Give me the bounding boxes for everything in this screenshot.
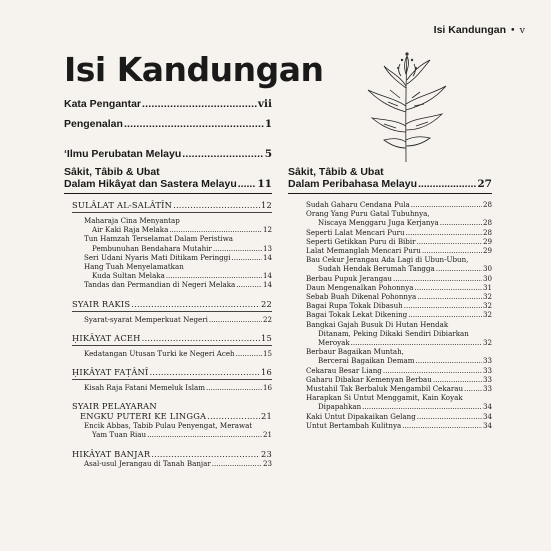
proverb-label: Niscaya Menggaru Juga Kerjanya (318, 218, 439, 228)
proverb-line: Ditanam, Peking Dikaki Sendiri Dibiarkan (318, 328, 469, 338)
sub-entry-label: Air Kaki Raja Melaka (92, 225, 169, 235)
proverb-list (288, 200, 492, 430)
leader-dots (169, 225, 262, 234)
proverb-page: 28 (482, 200, 492, 209)
proverb-entry[interactable] (288, 320, 492, 348)
proverb-entry[interactable] (288, 421, 492, 430)
proverb-entry[interactable] (288, 366, 492, 375)
leader-dots (124, 118, 264, 130)
leader-dots (440, 218, 482, 227)
proverb-page: 32 (482, 301, 492, 311)
proverb-line: Berbaur Bagaikan Muntah, (306, 347, 404, 357)
sub-entry-label: Seri Udani Nyaris Mati Ditikam Peringgi (84, 252, 231, 262)
sub-entry-label: Tandas dan Permandian di Negeri Melaka (84, 280, 236, 290)
proverb-label: Daun Mengenalkan Pohonnya (306, 282, 414, 292)
sub-entry-page: 12 (262, 225, 272, 235)
section-title: ḤIKÂYAT ACEH (72, 332, 141, 343)
running-head-page: v (519, 25, 525, 36)
leader-dots (232, 253, 262, 262)
toc-section[interactable] (64, 333, 272, 358)
left-column (64, 166, 272, 468)
leader-dots (142, 333, 260, 343)
sub-entry-label: Yam Tuan Riau (92, 430, 147, 440)
sub-entry[interactable] (64, 244, 272, 253)
leader-dots (147, 430, 262, 439)
chapter-title-line2: Dalam Peribahasa Melayu (288, 178, 417, 190)
sub-entry-page: 16 (262, 383, 272, 393)
leader-dots (464, 384, 482, 393)
leader-dots (417, 292, 482, 301)
proverb-entry[interactable] (288, 237, 492, 246)
proverb-page: 33 (482, 374, 492, 384)
leader-dots (383, 366, 482, 375)
entry-label: Kata Pengantar (64, 98, 142, 110)
proverb-entry[interactable] (288, 228, 492, 237)
chapter-title-line1: Sâkit, Tâbib & Ubat (64, 166, 160, 178)
proverb-label: Meroyak (318, 338, 350, 348)
leader-dots (131, 299, 260, 309)
sub-entry-page: 21 (262, 430, 272, 440)
leader-dots (418, 178, 476, 190)
chapter-page: 11 (257, 178, 272, 190)
proverb-page: 30 (482, 264, 492, 274)
leader-dots (236, 280, 262, 289)
proverb-page: 33 (482, 356, 492, 366)
leader-dots (404, 301, 482, 310)
leader-dots (182, 148, 263, 160)
leader-dots (411, 200, 482, 209)
section-title: SYAIR RAKIS (72, 298, 131, 309)
proverb-label: Untut Bertambah Kulitnya (306, 420, 402, 430)
toc-section[interactable] (64, 401, 272, 439)
section-title: ḤIKÂYAT FAṬÂNÎ (72, 367, 149, 378)
section-page: 21 (261, 411, 272, 422)
sub-entry-label: Kuda Sultan Melaka (92, 271, 165, 281)
leader-dots (149, 367, 260, 377)
proverb-entry[interactable] (288, 283, 492, 292)
sub-entry-line: Tun Hamzah Terselamat Dalam Peristiwa (84, 234, 233, 244)
leader-dots (151, 449, 260, 459)
proverb-page: 34 (482, 411, 492, 421)
leader-dots (408, 310, 482, 319)
leader-dots (142, 98, 257, 110)
sub-entry-label: Syarat-syarat Memperkuat Negeri (84, 314, 208, 324)
entry-label: ‘Ilmu Perubatan Melayu (64, 148, 182, 160)
running-head-title: Isi Kandungan (433, 24, 507, 36)
section-divider (72, 212, 272, 213)
entry-page: 5 (264, 148, 272, 160)
proverb-label: Bercerai Bagaikan Demam (318, 356, 415, 366)
proverb-label: Seperti Getikkan Puru di Bibir (306, 236, 416, 246)
proverb-line: Bau Cekur Jerangau Ada Lagi di Ubun-Ubun, (306, 255, 469, 265)
proverb-label: Mustahil Tak Berbaluk Mengambil Cekarau (306, 384, 464, 394)
sub-entry-line: Encik Abbas, Tabib Pulau Penyengat, Merawat (84, 421, 253, 431)
proverb-entry[interactable] (288, 384, 492, 393)
leader-dots (351, 338, 482, 347)
sub-entry[interactable] (64, 315, 272, 324)
section-page: 15 (261, 332, 272, 343)
proverb-entry[interactable] (288, 412, 492, 421)
proverb-label: Gaharu Dibakar Kemenyan Berbau (306, 374, 432, 384)
toc-entry-kata-pengantar[interactable] (64, 98, 272, 110)
leader-dots (236, 349, 262, 358)
entry-label: Pengenalan (64, 118, 123, 130)
leader-dots (417, 237, 482, 246)
chapter-page: 27 (477, 178, 492, 190)
chapter-title-line2: Dalam Hikâyat dan Sastera Melayu (64, 178, 237, 190)
sub-entry-page: 22 (262, 314, 272, 324)
leader-dots (206, 383, 262, 392)
running-head-bullet: • (510, 25, 516, 36)
proverb-line: Bangkai Gajah Busuk Di Hutan Hendak (306, 319, 449, 329)
leader-dots (402, 421, 482, 430)
leader-dots (212, 459, 262, 468)
proverb-label: Kaki Untut Dipakaikan Gelang (306, 411, 416, 421)
proverb-label: Bagai Rupa Tokak Dibasuh (306, 301, 403, 311)
leader-dots (166, 271, 262, 280)
proverb-label: Sudah Gaharu Cendana Pula (306, 200, 410, 209)
proverb-page: 28 (482, 227, 492, 237)
proverb-entry[interactable] (288, 310, 492, 319)
section-title-line1-row (64, 401, 272, 411)
sub-entry[interactable] (64, 383, 272, 392)
sub-entry[interactable] (64, 271, 272, 280)
sub-entry[interactable] (64, 280, 272, 289)
sub-entry-page: 14 (262, 252, 272, 262)
leader-dots (436, 264, 482, 273)
leader-dots (422, 246, 482, 255)
proverb-label: Dipapahkan (318, 402, 362, 412)
chapter-heading[interactable] (64, 166, 272, 190)
proverb-page: 33 (482, 365, 492, 375)
proverb-line: Orang Yang Puru Gatal Tubuhnya, (306, 209, 430, 219)
sub-entry-label: Pembunuhan Bendahara Mutahir (92, 243, 212, 253)
proverb-label: Seperti Lalat Mencari Puru (306, 227, 405, 237)
sub-entry-page: 23 (262, 458, 272, 468)
entry-page: 1 (264, 118, 272, 130)
leader-dots (416, 356, 482, 365)
proverb-line: Harapkan Si Untut Menggamit, Kain Koyak (306, 393, 463, 403)
toc-entry-pengenalan[interactable] (64, 118, 272, 130)
leader-dots (173, 200, 260, 210)
proverb-entry[interactable] (288, 292, 492, 301)
proverb-page: 28 (482, 218, 492, 228)
section-title: ENGKU PUTERI KE LINGGA (80, 411, 207, 422)
proverb-page: 29 (482, 236, 492, 246)
entry-page: vii (257, 98, 272, 110)
proverb-page: 32 (482, 292, 492, 302)
leader-dots (417, 412, 482, 421)
chapter-divider (288, 193, 492, 194)
sub-entry[interactable] (64, 253, 272, 262)
toc-entry-ilmu-perubatan[interactable] (64, 148, 272, 160)
proverb-label: Sebab Buah Dikenal Pohonnya (306, 292, 417, 302)
proverb-entry[interactable] (288, 375, 492, 384)
section-title: SULÂLAT AL-SALÂTÎN (72, 200, 173, 210)
proverb-entry[interactable] (288, 274, 492, 283)
plant-illustration (360, 46, 452, 164)
leader-dots (393, 274, 482, 283)
leader-dots (207, 411, 260, 421)
sub-entry-page: 14 (262, 280, 272, 290)
leader-dots (406, 228, 482, 237)
proverb-label: Cekarau Besar Liang (306, 365, 382, 375)
sub-entry[interactable] (64, 225, 272, 234)
proverb-page: 30 (482, 273, 492, 283)
proverb-page: 32 (482, 310, 492, 320)
sub-entry-label: Kedatangan Utusan Turki ke Negeri Aceh (84, 348, 235, 358)
leader-dots (433, 375, 482, 384)
toc-section[interactable] (64, 367, 272, 392)
proverb-page: 34 (482, 402, 492, 412)
toc-section[interactable] (64, 200, 272, 290)
section-page: 16 (261, 367, 272, 378)
page-title: Isi Kandungan (64, 50, 324, 89)
section-divider (72, 311, 272, 312)
section-title-line1: SYAIR PELAYARAN (72, 401, 157, 412)
proverb-entry[interactable] (288, 255, 492, 273)
proverb-entry[interactable] (288, 301, 492, 310)
toc-section[interactable] (64, 299, 272, 324)
sub-entry-label: Kisah Raja Fatani Memeluk Islam (84, 383, 205, 393)
section-page: 22 (261, 298, 272, 309)
proverb-page: 31 (482, 282, 492, 292)
section-title: HIKÂYAT BANJAR (72, 448, 151, 459)
sub-entry-page: 13 (262, 243, 272, 253)
proverb-label: Sudah Hendak Berumah Tangga (318, 264, 435, 274)
proverb-page: 34 (482, 420, 492, 430)
right-column (288, 166, 492, 430)
toc-section[interactable] (64, 449, 272, 468)
section-page: 12 (261, 200, 272, 210)
sub-entry-label: Asal-usul Jerangau di Tanah Banjar (84, 458, 211, 468)
sub-entry[interactable] (64, 349, 272, 358)
proverb-page: 29 (482, 246, 492, 256)
proverb-entry[interactable] (288, 347, 492, 365)
sub-entry-page: 14 (262, 271, 272, 281)
section-divider (72, 345, 272, 346)
proverb-page: 33 (482, 384, 492, 394)
sub-entry-page: 15 (262, 348, 272, 358)
section-page: 23 (261, 448, 272, 459)
chapter-divider (64, 193, 272, 194)
leader-dots (238, 178, 257, 190)
sub-entry[interactable] (64, 459, 272, 468)
sub-entry[interactable] (64, 430, 272, 439)
proverb-page: 32 (482, 338, 492, 348)
proverb-label: Bagai Tokak Lekat Dikening (306, 310, 408, 320)
proverb-entry[interactable] (288, 209, 492, 227)
chapter-heading[interactable] (288, 166, 492, 190)
sub-entry-line: Hang Tuah Menyelamatkan (84, 262, 184, 272)
section-divider (72, 379, 272, 380)
leader-dots (209, 315, 262, 324)
proverb-entry[interactable] (288, 200, 492, 209)
proverb-label: Lalat Memanglah Mencari Puru (306, 246, 421, 256)
proverb-entry[interactable] (288, 393, 492, 411)
proverb-label: Berbau Pupuk Jerangau (306, 273, 392, 283)
leader-dots (213, 244, 262, 253)
running-head (434, 24, 525, 36)
sub-entry-line: Maharaja Cina Menyantap (84, 216, 180, 225)
chapter-title-line1: Sâkit, Tâbib & Ubat (288, 166, 384, 178)
proverb-entry[interactable] (288, 246, 492, 255)
leader-dots (362, 402, 482, 411)
leader-dots (414, 283, 482, 292)
